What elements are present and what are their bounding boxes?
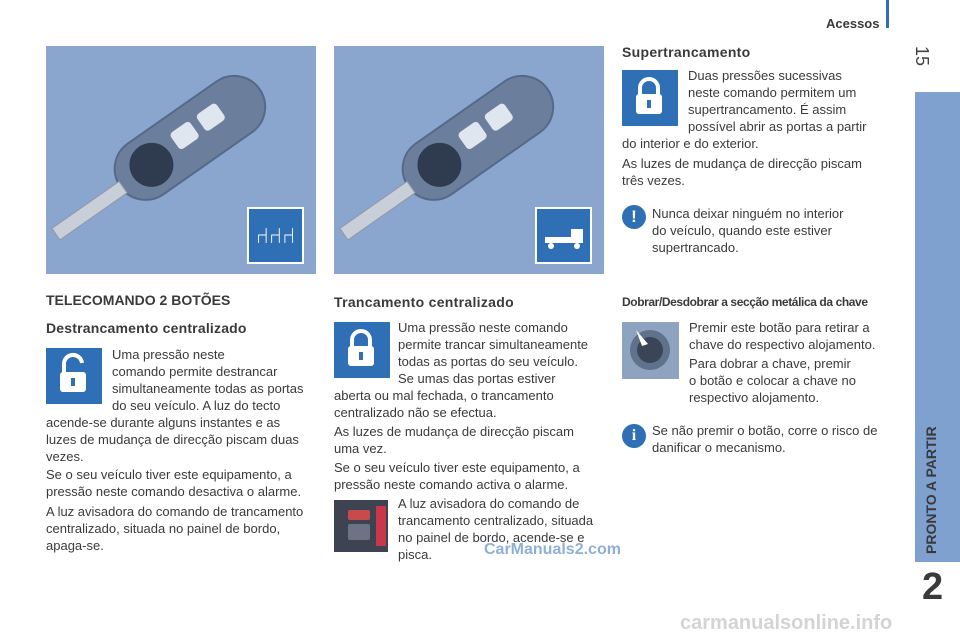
lock-paragraph-1: Uma pressão neste comando permite trancar simultaneamente todas as portas do seu veículo. Se umas das portas estiver aberta ou mal fechada, o trancamento centralizado não se efectua. xyxy=(334,320,589,420)
unlock-paragraph-1: Uma pressão neste comando permite destrancar simultaneamente todas as portas do seu veículo. A luz do tecto acende-se durante alguns instantes e as luzes de mudança de direcção piscam duas vezes. xyxy=(46,347,304,464)
warning-icon: ! xyxy=(622,205,646,229)
key-button-photo xyxy=(622,322,679,379)
info-icon: i xyxy=(622,424,646,448)
chapter-sidebar xyxy=(915,92,960,562)
unlock-subtitle: Destrancamento centralizado xyxy=(46,320,247,336)
page-number: 15 xyxy=(912,46,932,67)
dashboard-lock-lamp-photo xyxy=(334,500,388,552)
key-photo-van xyxy=(334,46,604,274)
lock-title: Trancamento centralizado xyxy=(334,294,514,310)
key-photo-seats xyxy=(46,46,316,274)
fold-paragraph-1: Premir este botão para retirar a chave do respectivo alojamento. xyxy=(689,320,876,352)
fold-info: Se não premir o botão, corre o risco de danificar o mecanismo. xyxy=(652,423,878,455)
lock-paragraph-3: Se o seu veículo tiver este equipamento, a pressão neste comando activa o alarme. xyxy=(334,460,580,492)
lock-paragraph-4: A luz avisadora do comando de trancamento centralizado, situada no painel de bordo, acende-se e pisca. xyxy=(398,496,594,562)
deadlock-paragraph-2: As luzes de mudança de direcção piscam três vezes. xyxy=(622,156,862,188)
van-icon xyxy=(535,207,592,264)
unlock-paragraph-2: Se o seu veículo tiver este equipamento, a pressão neste comando desactiva o alarme. xyxy=(46,467,302,499)
fold-key-title: Dobrar/Desdobrar a secção metálica da chave xyxy=(622,295,868,309)
chapter-number: 2 xyxy=(922,566,944,608)
deadlock-title: Supertrancamento xyxy=(622,44,751,60)
lock-paragraph-2: As luzes de mudança de direcção piscam uma vez. xyxy=(334,424,574,456)
deadlock-paragraph-1: Duas pressões sucessivas neste comando permitem um supertrancamento. É assim possível abrir as portas a partir do interior e do exterior. xyxy=(622,68,867,151)
section-title: Acessos xyxy=(826,16,880,31)
fold-paragraph-2: Para dobrar a chave, premir o botão e colocar a chave no respectivo alojamento. xyxy=(689,356,856,405)
remote-title: TELECOMANDO 2 BOTÕES xyxy=(46,292,231,308)
deadlock-warning: Nunca deixar ninguém no interior do veículo, quando este estiver supertrancado. xyxy=(652,206,844,255)
seats-icon: ⑁⑁⑁ xyxy=(247,207,304,264)
footer-watermark: carmanualsonline.info xyxy=(680,612,893,634)
carmanuals-watermark: CarManuals2.com xyxy=(484,541,621,558)
chapter-label: PRONTO A PARTIR xyxy=(923,426,939,554)
header-rule xyxy=(886,0,889,28)
unlock-paragraph-3: A luz avisadora do comando de trancamento centralizado, situada no painel de bordo, apaga-se. xyxy=(46,504,304,553)
